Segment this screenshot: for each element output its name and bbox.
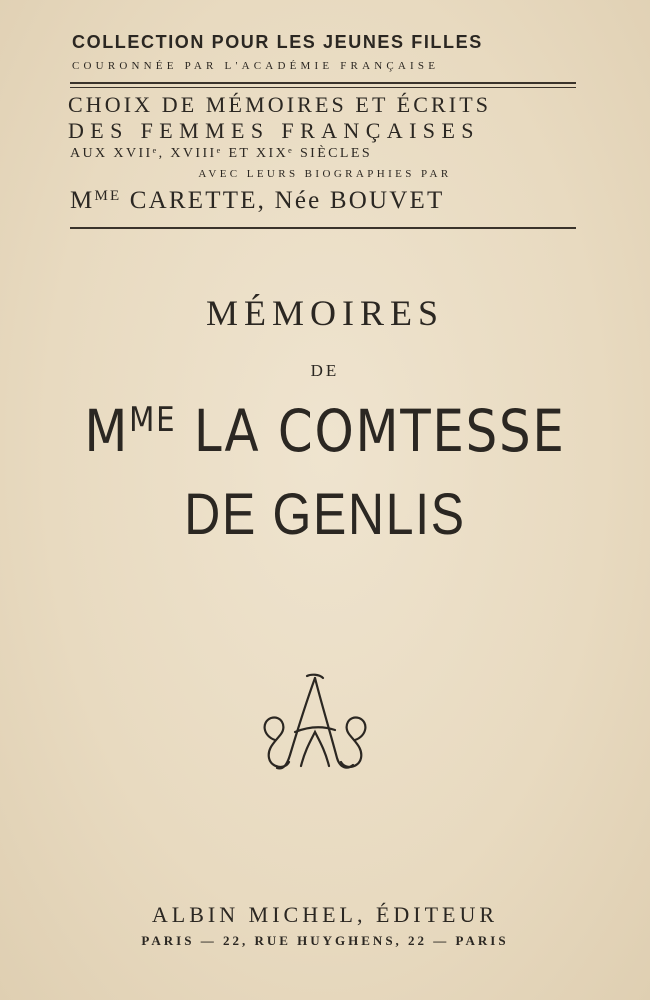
top-double-rule-thin	[70, 87, 576, 88]
am-monogram-icon	[255, 670, 375, 780]
title-prefix-superscript: ME	[129, 400, 177, 440]
author-name: CARETTE, Née BOUVET	[121, 187, 445, 214]
author-prefix: M	[70, 187, 95, 214]
publisher-address: PARIS — 22, RUE HUYGHENS, 22 — PARIS	[141, 933, 509, 948]
publisher-name: ALBIN MICHEL, ÉDITEUR	[151, 902, 499, 927]
series-line-4: AVEC LEURS BIOGRAPHIES PAR	[198, 168, 452, 180]
top-double-rule	[70, 82, 576, 84]
title-de: DE	[310, 361, 340, 380]
author-prefix-superscript: ME	[94, 188, 122, 204]
title-line-1-rest: LA COMTESSE	[176, 397, 566, 465]
series-line-2: DES FEMMES FRANÇAISES	[68, 118, 480, 143]
collection-title: COLLECTION POUR LES JEUNES FILLES	[72, 32, 483, 52]
series-author	[70, 187, 578, 215]
title-line-1	[46, 397, 605, 465]
title-prefix: M	[84, 397, 130, 465]
header-bottom-rule	[70, 227, 576, 229]
series-line-3: AUX XVIIᵉ, XVIIIᵉ ET XIXᵉ SIÈCLES	[70, 146, 373, 161]
title-line-2: DE GENLIS	[184, 482, 466, 547]
series-line-1: CHOIX DE MÉMOIRES ET ÉCRITS	[68, 92, 492, 117]
collection-subtitle: COURONNÉE PAR L'ACADÉMIE FRANÇAISE	[72, 60, 440, 72]
title-memoires: MÉMOIRES	[205, 293, 445, 333]
